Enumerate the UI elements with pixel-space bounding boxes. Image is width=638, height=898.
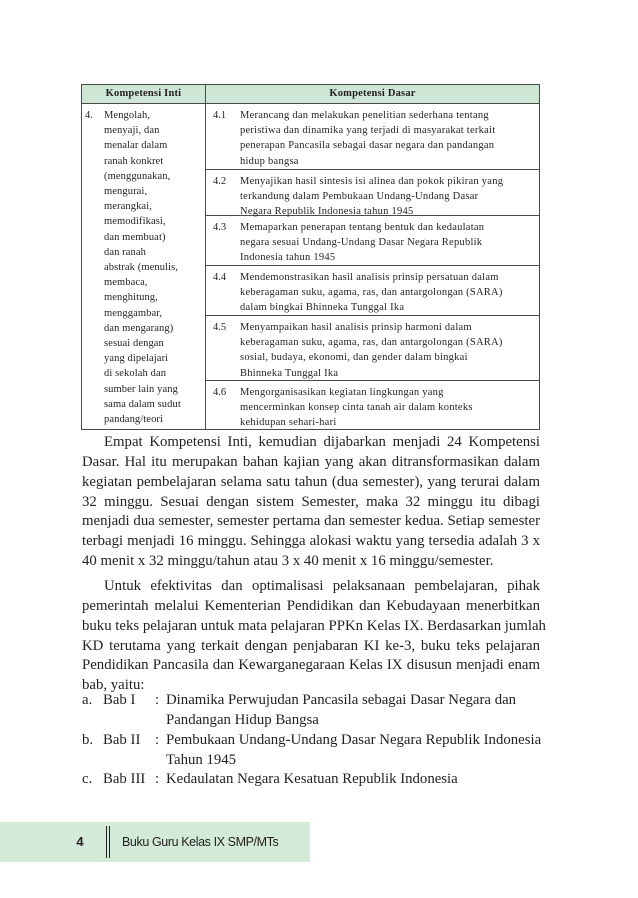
kd-line: Merancang dan melakukan penelitian sederhana tentang: [240, 110, 489, 121]
page-number: 4: [76, 834, 84, 849]
kd-line: keberagaman suku, agama, ras, dan antargolongan (SARA): [240, 337, 503, 349]
paragraph-line: 40 menit x 32 minggu/tahun atau 3 x 40 menit x 16 minggu/semester.: [82, 553, 494, 570]
chapter-title-line: Tahun 1945: [166, 751, 237, 768]
table-header-row: [82, 85, 540, 104]
kompetensi-inti-cell: [82, 104, 206, 430]
ki-line: (menggunakan,: [104, 170, 171, 182]
kd-item: [206, 381, 539, 429]
table-row: [82, 104, 540, 430]
paragraph-line: kegiatan pembelajaran selama satu tahun (dua semester), yang terurai dalam: [82, 473, 540, 490]
chapter-colon: :: [155, 731, 160, 748]
kd-line: Mengorganisasikan kegiatan lingkungan yang: [240, 387, 444, 398]
paragraph-textbook-structure: [82, 577, 546, 696]
paragraph-line: 32 minggu. Sesuai dengan sistem Semester, maka 32 minggu itu dibagi: [82, 493, 540, 510]
kd-line: Mendemonstrasikan hasil analisis prinsip persatuan dalam: [240, 272, 499, 283]
kd-item: [206, 266, 539, 316]
ki-line: di sekolah dan: [104, 368, 167, 380]
kd-line: dalam bingkai Bhinneka Tunggal Ika: [240, 302, 405, 314]
kd-item: [206, 316, 539, 381]
chapter-letter: c.: [82, 771, 93, 788]
ki-line: sama dalam sudut: [104, 398, 181, 410]
chapter-item: [82, 770, 542, 790]
ki-line: dan membuat): [104, 231, 166, 243]
paragraph-line: buku teks pelajaran untuk mata pelajaran PPKn Kelas IX. Berdasarkan jumlah: [82, 617, 546, 634]
ki-line: menalar dalam: [104, 140, 168, 152]
kd-number: 4.2: [213, 176, 227, 187]
paragraph-line: bab, yaitu:: [82, 677, 145, 694]
kd-line: Bhinneka Tunggal Ika: [240, 367, 339, 379]
kd-line: penerapan Pancasila sebagai dasar negara dan pandangan: [240, 140, 495, 152]
paragraph-line: Dasar. Hal itu merupakan bahan kajian yang akan ditransformasikan dalam: [82, 453, 540, 470]
competency-table: [81, 84, 540, 430]
kd-description: [240, 320, 537, 380]
ki-line: sumber lain yang: [104, 383, 178, 395]
kd-number: 4.5: [213, 322, 227, 333]
chapter-name: Bab II: [103, 731, 141, 748]
chapter-title-line: Pembukaan Undang-Undang Dasar Negara Republik Indonesia: [166, 731, 542, 748]
kd-number: 4.3: [213, 222, 227, 233]
kd-description: [240, 220, 537, 265]
kd-line: sosial, budaya, ekonomi, dan gender dalam bingkai: [240, 352, 468, 364]
ki-line: sesuai dengan: [104, 338, 164, 350]
ki-line: menghitung,: [104, 292, 158, 304]
chapter-list: [82, 691, 542, 790]
kd-line: Indonesia tahun 1945: [240, 252, 336, 264]
ki-line: dan mengarang): [104, 322, 174, 334]
chapter-title: [166, 691, 542, 731]
ki-line: yang dipelajari: [104, 353, 169, 365]
kd-item: [206, 170, 539, 216]
paragraph-line: Untuk efektivitas dan optimalisasi pelaksanaan pembelajaran, pihak: [104, 578, 540, 594]
chapter-letter: b.: [82, 731, 94, 748]
kd-description: [240, 108, 537, 169]
ki-line: abstrak (menulis,: [104, 262, 179, 274]
footer-book-title: Buku Guru Kelas IX SMP/MTs: [122, 835, 279, 849]
paragraph-line: KD terutama yang terkait dengan penjabaran KI ke-3, buku teks pelajaran: [82, 637, 540, 654]
kd-item: [206, 104, 539, 170]
ki-line: memodifikasi,: [104, 216, 166, 228]
kd-item: [206, 216, 539, 266]
kd-line: terkandung dalam Pembukaan Undang-Undang Dasar: [240, 191, 479, 203]
kd-line: Memaparkan penerapan tentang bentuk dan kedaulatan: [240, 222, 485, 233]
kd-line: keberagaman suku, agama, ras, dan antargolongan (SARA): [240, 287, 503, 299]
kd-line: negara sesuai Undang-Undang Dasar Negara Republik: [240, 237, 483, 249]
ki-line: menyaji, dan: [104, 125, 160, 137]
kd-line: kehidupan sehari-hari: [240, 417, 337, 429]
chapter-letter: a.: [82, 692, 93, 708]
chapter-item: [82, 691, 542, 731]
ki-line: Mengolah,: [104, 110, 151, 121]
ki-description: [104, 108, 205, 427]
paragraph-competency-allocation: [82, 433, 540, 572]
paragraph-line: Pendidikan Pancasila dan Kewarganegaraan Kelas IX disusun menjadi enam: [82, 657, 540, 674]
kd-line: Menyajikan hasil sintesis isi alinea dan pokok pikiran yang: [240, 176, 504, 187]
ki-number: 4.: [85, 110, 93, 121]
kd-description: [240, 174, 537, 218]
paragraph-line: terbagi menjadi 16 minggu. Sehingga alokasi waktu yang tersedia adalah 3 x: [82, 533, 540, 550]
kd-line: mencerminkan konsep cinta tanah air dalam konteks: [240, 402, 473, 414]
kd-number: 4.1: [213, 110, 227, 121]
kd-number: 4.6: [213, 387, 227, 398]
chapter-colon: :: [155, 692, 160, 708]
kd-line: Negara Republik Indonesia tahun 1945: [240, 206, 414, 218]
paragraph-line: Empat Kompetensi Inti, kemudian dijabarkan menjadi 24 Kompetensi: [104, 434, 540, 450]
kd-description: [240, 385, 537, 429]
paragraph-line: menjadi dua semester, semester pertama dan semester kedua. Setiap semester: [82, 513, 540, 530]
chapter-title: [166, 731, 542, 771]
chapter-title-line: Kedaulatan Negara Kesatuan Republik Indonesia: [166, 771, 458, 788]
kd-list: [206, 104, 539, 429]
ki-line: membaca,: [104, 277, 148, 289]
footer-divider: [106, 826, 110, 858]
ki-line: dan ranah: [104, 246, 147, 258]
kompetensi-dasar-cell: [206, 104, 540, 430]
chapter-title: [166, 770, 542, 790]
chapter-title-line: Dinamika Perwujudan Pancasila sebagai Dasar Negara dan: [166, 692, 517, 708]
kd-line: hidup bangsa: [240, 155, 299, 167]
header-kompetensi-dasar: Kompetensi Dasar: [206, 85, 540, 104]
paragraph-line: pemerintah melalui Kementerian Pendidikan dan Kebudayaan menerbitkan: [82, 597, 540, 614]
ki-line: ranah konkret: [104, 155, 164, 167]
chapter-colon: :: [155, 771, 160, 788]
ki-line: menggambar,: [104, 307, 163, 319]
kd-line: peristiwa dan dinamika yang terjadi di masyarakat terkait: [240, 125, 496, 137]
header-kompetensi-inti: Kompetensi Inti: [82, 85, 206, 104]
kd-number: 4.4: [213, 272, 227, 283]
ki-line: pandang/teori: [104, 414, 164, 426]
chapter-name: Bab III: [103, 771, 146, 788]
ki-line: merangkai,: [104, 201, 152, 213]
chapter-item: [82, 731, 542, 771]
ki-line: mengurai,: [104, 186, 148, 198]
chapter-name: Bab I: [103, 692, 136, 708]
kd-description: [240, 270, 537, 315]
chapter-title-line: Pandangan Hidup Bangsa: [166, 711, 319, 728]
kd-line: Menyampaikan hasil analisis prinsip harmoni dalam: [240, 322, 472, 333]
